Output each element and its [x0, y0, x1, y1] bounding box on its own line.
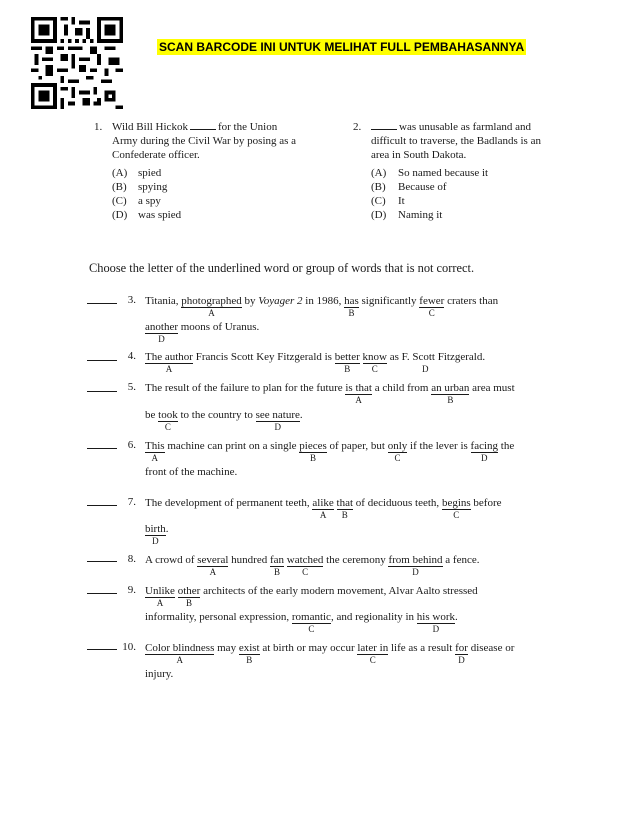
- choice-letter: B: [344, 364, 351, 374]
- item-number: 10.: [122, 641, 136, 653]
- underlined-choice: The author A: [145, 351, 193, 374]
- underlined-choice: took C: [158, 409, 178, 432]
- item-number: 3.: [127, 294, 136, 306]
- choice-letter: B: [348, 308, 355, 318]
- choice-letter: D: [432, 624, 440, 634]
- item-line: Color blindness A may exist B at birth or may occur later in C life as a result for D disease or: [145, 642, 515, 665]
- choice-letter: A: [151, 453, 159, 463]
- choice-letter: C: [394, 453, 401, 463]
- choice-letter: C: [302, 567, 309, 577]
- item-number: 7.: [127, 496, 136, 508]
- option-label: (A): [112, 167, 128, 179]
- question-2-stem: was unusable as farmland and difficult to traverse, the Badlands is an area in South Dakota.: [371, 121, 541, 161]
- item-number: 5.: [127, 381, 136, 393]
- choice-letter: D: [422, 364, 429, 374]
- underlined-choice: several A: [197, 554, 229, 577]
- choice-letter: A: [156, 598, 164, 608]
- underlined-choice: know C: [362, 351, 387, 374]
- underlined-choice: an urban B: [431, 382, 470, 405]
- choice-letter: B: [310, 453, 317, 463]
- option-label: (A): [371, 167, 387, 179]
- item-line: A crowd of several A hundred fan B watched C the ceremony from behind D a fence.: [145, 554, 480, 577]
- item-number: 8.: [127, 553, 136, 565]
- choice-letter: C: [369, 655, 376, 665]
- question-number: 2.: [353, 121, 362, 133]
- choice-letter: C: [371, 364, 378, 374]
- question-number: 1.: [94, 121, 103, 133]
- choice-letter: A: [209, 567, 217, 577]
- item-line: birth D .: [145, 523, 169, 546]
- choice-letter: B: [246, 655, 253, 665]
- choice-letter: C: [164, 422, 171, 432]
- item-line: informality, personal expression, romantic C , and regionality in his work D .: [145, 611, 458, 634]
- item-line: The development of permanent teeth, alike A that B of deciduous teeth, begins C before: [145, 497, 502, 520]
- question-1-stem: Wild Bill Hickok for the Union Army during the Civil War by posing as a Confederate officer.: [112, 121, 297, 161]
- item-number: 4.: [127, 350, 136, 362]
- underlined-choice: for D: [455, 642, 468, 665]
- underlined-choice: is that A: [345, 382, 372, 405]
- choice-letter: D: [274, 422, 281, 432]
- underlined-choice: that B: [336, 497, 354, 520]
- answer-blank: [371, 120, 397, 130]
- item-line: This A machine can print on a single pieces B of paper, but only C if the lever is facing D the: [145, 440, 515, 463]
- option-text: So named because it: [398, 167, 489, 179]
- underlined-choice: pieces B: [299, 440, 327, 463]
- option-text: spied: [138, 167, 162, 179]
- underlined-choice: Unlike A: [145, 585, 175, 608]
- scan-barcode-banner: SCAN BARCODE INI UNTUK MELIHAT FULL PEMBAHASANNYA: [159, 40, 525, 54]
- choice-letter: C: [453, 510, 460, 520]
- item-line: The author A Francis Scott Key Fitzgerald is better B know C as F. Scott Fitzgerald.: [145, 351, 486, 374]
- underlined-choice: exist B: [238, 642, 260, 665]
- choice-letter: D: [158, 334, 165, 344]
- underlined-choice: This A: [145, 440, 165, 463]
- underlined-choice: another D: [145, 321, 178, 344]
- choice-letter: B: [186, 598, 193, 608]
- choice-letter: A: [208, 308, 215, 318]
- option-label: (B): [371, 181, 386, 193]
- option-text: spying: [138, 181, 168, 193]
- underlined-choice: fan B: [269, 554, 284, 577]
- item-line: another D moons of Uranus.: [145, 321, 260, 344]
- option-text: a spy: [138, 195, 161, 207]
- item-line: Titania, photographed A by Voyager 2 in 1986, has B significantly fewer C craters than: [145, 295, 499, 318]
- option-label: (C): [371, 195, 386, 207]
- option-text: was spied: [138, 209, 182, 221]
- item-line: The result of the failure to plan for the future is that A a child from an urban B area must: [145, 382, 515, 405]
- choice-letter: B: [447, 395, 454, 405]
- underlined-choice: photographed A: [181, 295, 242, 318]
- underlined-choice: birth D: [145, 523, 166, 546]
- option-text: It: [398, 195, 405, 207]
- option-label: (D): [371, 209, 387, 221]
- underlined-choice: watched C: [286, 554, 324, 577]
- choice-letter: C: [428, 308, 435, 318]
- underlined-choice: Color blindness A: [145, 642, 215, 665]
- qr-code-image: [31, 17, 123, 109]
- choice-letter: D: [481, 453, 488, 463]
- underlined-choice: has B: [344, 295, 359, 318]
- underlined-choice: from behind D: [388, 554, 443, 577]
- option-label: (D): [112, 209, 128, 221]
- underlined-choice: later in C: [357, 642, 389, 665]
- instruction-text: Choose the letter of the underlined word or group of words that is not correct.: [89, 261, 475, 275]
- item-line: Unlike A other B architects of the early modern movement, Alvar Aalto stressed: [145, 585, 478, 608]
- underlined-choice: other B: [177, 585, 201, 608]
- item-number: 9.: [127, 584, 136, 596]
- choice-letter: A: [355, 395, 362, 405]
- underlined-choice: fewer C: [419, 295, 445, 318]
- answer-blank: [190, 120, 216, 130]
- underlined-choice: only C: [387, 440, 408, 463]
- choice-letter: C: [308, 624, 315, 634]
- option-text: Naming it: [398, 209, 443, 221]
- option-label: (C): [112, 195, 127, 207]
- item-number: 6.: [127, 439, 136, 451]
- option-label: (B): [112, 181, 127, 193]
- item-line: injury.: [145, 668, 174, 680]
- option-text: Because of: [398, 181, 447, 193]
- choice-letter: B: [273, 567, 280, 577]
- choice-letter: B: [341, 510, 348, 520]
- choice-letter: D: [458, 655, 465, 665]
- choice-letter: A: [165, 364, 173, 374]
- underlined-choice: see nature D: [255, 409, 300, 432]
- underlined-choice: alike A: [312, 497, 334, 520]
- item-line: front of the machine.: [145, 466, 238, 478]
- underlined-choice: facing D: [470, 440, 499, 463]
- choice-letter: A: [319, 510, 327, 520]
- choice-letter: D: [412, 567, 419, 577]
- underlined-choice: romantic C: [291, 611, 331, 634]
- choice-letter: D: [152, 536, 159, 546]
- choice-letter: A: [176, 655, 183, 665]
- underlined-choice: begins C: [441, 497, 471, 520]
- underlined-choice: better B: [334, 351, 360, 374]
- underlined-choice: his work D: [416, 611, 455, 634]
- item-line: be took C to the country to see nature D .: [145, 409, 303, 432]
